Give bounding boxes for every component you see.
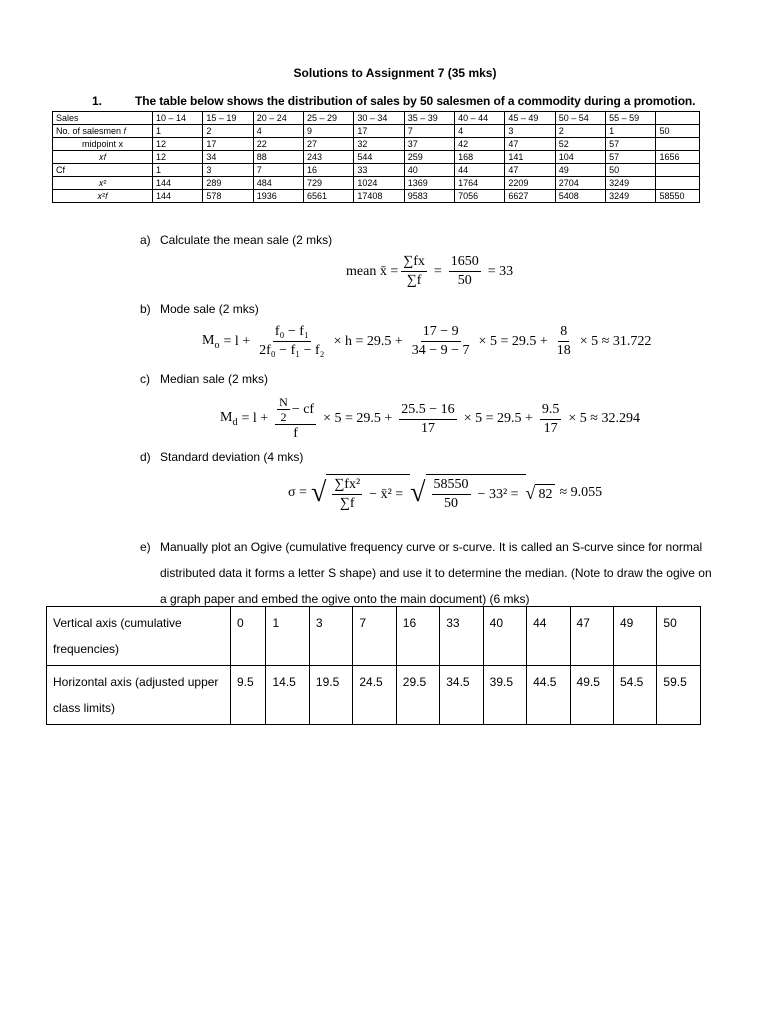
radicand: 82 bbox=[535, 484, 555, 503]
table-cell: 50 bbox=[606, 164, 656, 177]
formula-text: − x̄² = bbox=[369, 486, 404, 502]
fraction bbox=[540, 402, 562, 437]
table-cell: 44 bbox=[455, 164, 505, 177]
section-text: Calculate the mean sale (2 mks) bbox=[160, 233, 333, 247]
table-row bbox=[47, 666, 701, 725]
inner-fraction bbox=[277, 396, 290, 423]
fraction bbox=[332, 477, 362, 512]
denominator: ∑f bbox=[406, 273, 422, 288]
formula-text: − 33² = bbox=[477, 486, 519, 502]
table-cell: 1764 bbox=[455, 177, 505, 190]
section-label: b) bbox=[140, 302, 151, 316]
table-row bbox=[53, 151, 700, 164]
table-cell: 33 bbox=[354, 164, 404, 177]
table-cell: 45 – 49 bbox=[505, 112, 555, 125]
table-cell: 5408 bbox=[555, 190, 605, 203]
table-cell: 1 bbox=[153, 164, 203, 177]
table-cell: 243 bbox=[304, 151, 354, 164]
table-cell: 33 bbox=[440, 607, 483, 666]
table-row bbox=[53, 125, 700, 138]
square-root bbox=[311, 474, 410, 512]
denominator: 17 bbox=[420, 420, 435, 436]
table-cell: 12 bbox=[153, 138, 203, 151]
table-cell: 2 bbox=[555, 125, 605, 138]
table-cell: 24.5 bbox=[353, 666, 396, 725]
table-cell: 259 bbox=[404, 151, 454, 164]
table-cell bbox=[656, 177, 700, 190]
table-cell: 34 bbox=[203, 151, 253, 164]
table-cell: 6627 bbox=[505, 190, 555, 203]
table-cell: 58550 bbox=[656, 190, 700, 203]
radical-sign: √ bbox=[310, 477, 327, 508]
section-text: Mode sale (2 mks) bbox=[160, 302, 259, 316]
table-cell: 1 bbox=[266, 607, 309, 666]
table-cell: 7056 bbox=[455, 190, 505, 203]
numerator bbox=[275, 396, 316, 425]
denominator: 50 bbox=[444, 496, 459, 511]
table-cell: 7 bbox=[253, 164, 303, 177]
table-cell: 59.5 bbox=[657, 666, 701, 725]
table-cell: 12 bbox=[153, 151, 203, 164]
section-text: Standard deviation (4 mks) bbox=[160, 450, 304, 464]
table-cell: 20 – 24 bbox=[253, 112, 303, 125]
table-cell: 6561 bbox=[304, 190, 354, 203]
table-cell: 1024 bbox=[354, 177, 404, 190]
fraction bbox=[449, 254, 481, 289]
table-cell: 44 bbox=[527, 607, 570, 666]
table-cell: 544 bbox=[354, 151, 404, 164]
numerator-rest: − cf bbox=[291, 401, 315, 417]
table-cell: 40 bbox=[483, 607, 526, 666]
section-label: e) bbox=[140, 540, 151, 554]
fraction bbox=[401, 254, 427, 289]
equals-sign: = bbox=[433, 263, 442, 279]
table-row bbox=[53, 112, 700, 125]
table-cell: 22 bbox=[253, 138, 303, 151]
table-cell: 44.5 bbox=[527, 666, 570, 725]
formula-text: × 5 = 29.5 + bbox=[478, 333, 548, 349]
table-cell: 9 bbox=[304, 125, 354, 138]
table-cell: 25 – 29 bbox=[304, 112, 354, 125]
denominator: 17 bbox=[543, 420, 558, 436]
table-cell: 27 bbox=[304, 138, 354, 151]
fraction bbox=[399, 402, 456, 437]
table-cell: 168 bbox=[455, 151, 505, 164]
fraction bbox=[275, 396, 316, 442]
table-cell: 14.5 bbox=[266, 666, 309, 725]
table-cell: 0 bbox=[231, 607, 266, 666]
mode-formula bbox=[202, 324, 655, 359]
radicand bbox=[426, 474, 526, 512]
table-cell: 32 bbox=[354, 138, 404, 151]
lhs-symbol: M bbox=[220, 410, 233, 426]
table-cell: 35 – 39 bbox=[404, 112, 454, 125]
square-root bbox=[526, 479, 556, 507]
table-cell: 4 bbox=[253, 125, 303, 138]
formula-text: = l + bbox=[241, 411, 269, 426]
table-cell: 578 bbox=[203, 190, 253, 203]
ogive-table bbox=[46, 606, 701, 725]
denominator: f bbox=[293, 426, 298, 441]
distribution-table bbox=[52, 111, 700, 203]
table-cell: 57 bbox=[606, 151, 656, 164]
question-number: 1. bbox=[92, 94, 103, 108]
formula-text: ≈ 9.055 bbox=[559, 485, 603, 500]
formula-text: × 5 = 29.5 + bbox=[463, 411, 533, 426]
numerator: ∑fx² bbox=[332, 477, 362, 495]
row-header: midpoint x bbox=[53, 138, 153, 151]
table-cell: 289 bbox=[203, 177, 253, 190]
table-cell: 9583 bbox=[404, 190, 454, 203]
row-header: 𝑥² bbox=[53, 177, 153, 190]
table-row bbox=[53, 164, 700, 177]
table-cell: 47 bbox=[570, 607, 613, 666]
formula-text: = l + bbox=[223, 333, 251, 349]
table-cell: 104 bbox=[555, 151, 605, 164]
table-cell: 34.5 bbox=[440, 666, 483, 725]
table-cell: 3249 bbox=[606, 190, 656, 203]
numerator: 9.5 bbox=[540, 402, 562, 420]
table-cell: 144 bbox=[153, 190, 203, 203]
table-cell: 484 bbox=[253, 177, 303, 190]
section-e-text: Manually plot an Ogive (cumulative frequency curve or s-curve. It is called an S-curve since for normal distributed data it forms a letter S shape) and use it to determine the median. (Note to draw the ogive on a graph paper and embed the ogive onto the main document) (6 mks) bbox=[160, 540, 712, 606]
numerator: 25.5 − 16 bbox=[399, 402, 456, 420]
question-text: The table below shows the distribution of sales by 50 salesmen of a commodity during a promotion. bbox=[135, 94, 696, 108]
mean-formula bbox=[346, 254, 517, 289]
row-header: No. of salesmen 𝑓 bbox=[53, 125, 153, 138]
radical-sign: √ bbox=[410, 477, 426, 508]
section-label: d) bbox=[140, 450, 151, 464]
square-root bbox=[410, 474, 525, 512]
table-cell: 7 bbox=[404, 125, 454, 138]
table-cell: 40 – 44 bbox=[455, 112, 505, 125]
table-cell: 29.5 bbox=[396, 666, 439, 725]
table-cell: 17408 bbox=[354, 190, 404, 203]
table-cell: 55 – 59 bbox=[606, 112, 656, 125]
table-cell bbox=[656, 138, 700, 151]
formula-text: × 5 = 29.5 + bbox=[323, 411, 393, 426]
fraction bbox=[555, 324, 573, 359]
formula-text: × 5 ≈ 31.722 bbox=[579, 333, 652, 349]
table-cell: 17 bbox=[203, 138, 253, 151]
table-cell: 50 – 54 bbox=[555, 112, 605, 125]
row-header: Vertical axis (cumulative frequencies) bbox=[47, 607, 231, 666]
formula-lhs: σ = bbox=[288, 485, 307, 500]
formula-lhs bbox=[220, 410, 237, 428]
table-cell: 37 bbox=[404, 138, 454, 151]
table-cell: 2209 bbox=[505, 177, 555, 190]
numerator: ∑fx bbox=[401, 254, 427, 272]
fraction bbox=[257, 324, 326, 359]
table-cell: 50 bbox=[657, 607, 701, 666]
table-cell: 141 bbox=[505, 151, 555, 164]
table-cell: 57 bbox=[606, 138, 656, 151]
row-header: Cf bbox=[53, 164, 153, 177]
table-cell: 3 bbox=[505, 125, 555, 138]
row-header: 𝑥𝑓 bbox=[53, 151, 153, 164]
formula-text: × h = 29.5 + bbox=[333, 333, 403, 349]
table-cell: 49 bbox=[613, 607, 656, 666]
table-cell: 144 bbox=[153, 177, 203, 190]
table-cell: 17 bbox=[354, 125, 404, 138]
denominator: 50 bbox=[457, 273, 472, 288]
formula-text: × 5 ≈ 32.294 bbox=[568, 411, 640, 426]
lhs-symbol: M bbox=[202, 332, 215, 348]
row-header: 𝑥²𝑓 bbox=[53, 190, 153, 203]
numerator: 17 − 9 bbox=[421, 324, 461, 342]
section-label: a) bbox=[140, 233, 151, 247]
table-cell: 1 bbox=[153, 125, 203, 138]
table-cell bbox=[656, 112, 700, 125]
table-row bbox=[47, 607, 701, 666]
radical-sign: √ bbox=[525, 483, 536, 503]
table-cell: 3 bbox=[309, 607, 352, 666]
table-cell: 9.5 bbox=[231, 666, 266, 725]
page-title: Solutions to Assignment 7 (35 mks) bbox=[293, 66, 497, 80]
fraction bbox=[432, 477, 471, 512]
denominator: 34 − 9 − 7 bbox=[411, 343, 470, 358]
table-cell: 30 – 34 bbox=[354, 112, 404, 125]
formula-lhs bbox=[202, 333, 219, 351]
table-cell: 40 bbox=[404, 164, 454, 177]
table-cell: 39.5 bbox=[483, 666, 526, 725]
table-cell: 16 bbox=[396, 607, 439, 666]
table-cell: 52 bbox=[555, 138, 605, 151]
numerator: f₀ − f₁ bbox=[273, 324, 311, 342]
table-cell: 15 – 19 bbox=[203, 112, 253, 125]
table-cell: 47 bbox=[505, 138, 555, 151]
table-cell: 42 bbox=[455, 138, 505, 151]
table-row bbox=[53, 190, 700, 203]
table-cell: 3 bbox=[203, 164, 253, 177]
table-cell: 49 bbox=[555, 164, 605, 177]
numerator: 58550 bbox=[432, 477, 471, 495]
table-cell: 4 bbox=[455, 125, 505, 138]
table-cell: 1656 bbox=[656, 151, 700, 164]
table-cell: 3249 bbox=[606, 177, 656, 190]
numerator: 8 bbox=[558, 324, 569, 342]
denominator: 2 bbox=[280, 410, 287, 424]
table-cell: 88 bbox=[253, 151, 303, 164]
table-row bbox=[53, 177, 700, 190]
table-cell: 16 bbox=[304, 164, 354, 177]
table-cell: 1 bbox=[606, 125, 656, 138]
median-formula bbox=[220, 396, 644, 442]
lhs-subscript: o bbox=[214, 339, 220, 351]
table-cell: 19.5 bbox=[309, 666, 352, 725]
table-cell: 7 bbox=[353, 607, 396, 666]
table-row bbox=[53, 138, 700, 151]
table-cell: 54.5 bbox=[613, 666, 656, 725]
table-cell: 1369 bbox=[404, 177, 454, 190]
formula-result: = 33 bbox=[487, 263, 514, 279]
denominator: ∑f bbox=[339, 496, 355, 511]
lhs-subscript: d bbox=[232, 416, 238, 428]
table-cell: 50 bbox=[656, 125, 700, 138]
numerator: 1650 bbox=[449, 254, 481, 272]
table-cell bbox=[656, 164, 700, 177]
table-cell: 2704 bbox=[555, 177, 605, 190]
formula-lhs: mean x̄ = bbox=[346, 263, 399, 279]
section-label: c) bbox=[140, 372, 150, 386]
row-header: Sales bbox=[53, 112, 153, 125]
table-cell: 47 bbox=[505, 164, 555, 177]
table-cell: 729 bbox=[304, 177, 354, 190]
radicand bbox=[326, 474, 410, 512]
table-cell: 1936 bbox=[253, 190, 303, 203]
denominator: 18 bbox=[556, 343, 571, 358]
section-text: Median sale (2 mks) bbox=[160, 372, 269, 386]
numerator: N bbox=[279, 395, 288, 409]
row-header: Horizontal axis (adjusted upper class limits) bbox=[47, 666, 231, 725]
table-cell: 2 bbox=[203, 125, 253, 138]
denominator: 2f₀ − f₁ − f₂ bbox=[259, 343, 325, 358]
table-cell: 10 – 14 bbox=[153, 112, 203, 125]
std-dev-formula bbox=[284, 474, 606, 512]
table-cell: 49.5 bbox=[570, 666, 613, 725]
fraction bbox=[410, 324, 472, 359]
